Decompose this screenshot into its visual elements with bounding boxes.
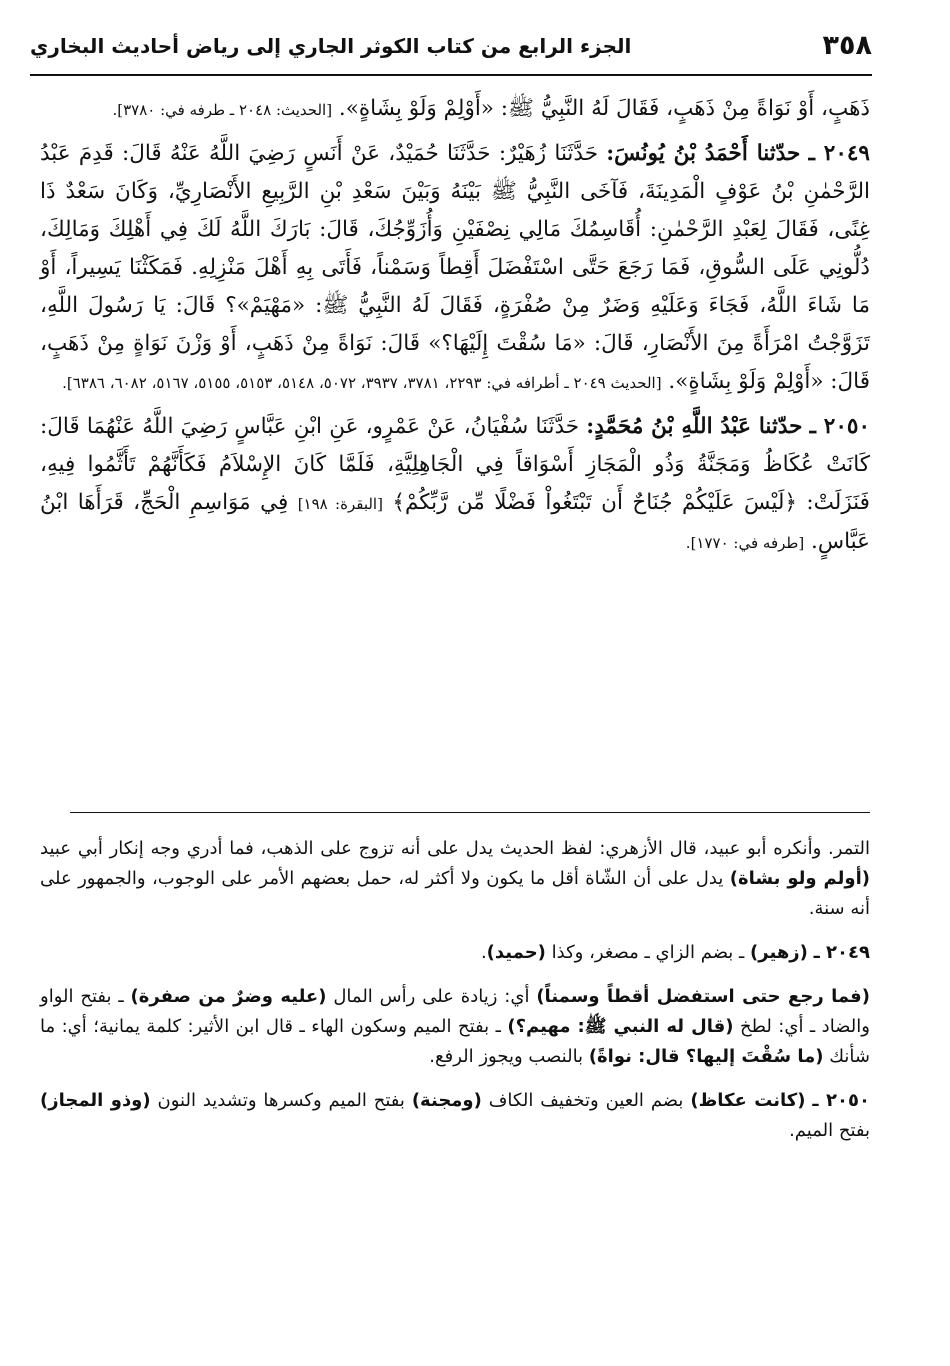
note-text: التمر. وأنكره أبو عبيد، قال الأزهري: لفظ الحديث يدل على أنه تزوج على الذهب، فما أدري وجه إنكار أبي عبيد bbox=[40, 838, 870, 859]
note-quote: (زهير) bbox=[750, 942, 808, 963]
note-quote: (ومجنة) bbox=[411, 1090, 482, 1111]
hadith-2050-text-after: فِي مَوَاسِمِ الْحَجِّ، قَرَأَهَا ابْنُ عَبَّاسٍ. bbox=[40, 490, 870, 554]
verse-reference: [البقرة: ١٩٨] bbox=[297, 495, 383, 513]
note-paragraph bbox=[40, 1086, 870, 1146]
note-text: ـ بفتح الميم وسكون الهاء ـ قال ابن الأثير: كلمة يمانية؛ أي: ما شأنك bbox=[40, 1016, 870, 1067]
note-quote: (قال له النبي ﷺ: مهيم؟) bbox=[507, 1016, 734, 1037]
note-quote: (عليه وضرٌ من صفرة) bbox=[130, 986, 327, 1007]
page-header bbox=[30, 28, 872, 76]
continuation-text: ذَهَبٍ، أَوْ نَوَاةً مِنْ ذَهَبٍ، فَقَالَ لَهُ النَّبِيُّ ﷺ: «أَوْلِمْ وَلَوْ بِشَاةٍ». bbox=[338, 96, 870, 121]
running-title: الجزء الرابع من كتاب الكوثر الجاري إلى رياض أحاديث البخاري bbox=[30, 34, 632, 58]
note-text: يدل على أن الشّاة أقل ما يكون ولا أكثر له، حمل بعضهم الأمر على الوجوب، والجمهور على أنه سنة. bbox=[40, 868, 870, 919]
note-quote: (وذو المجاز) bbox=[40, 1090, 151, 1111]
note-number: ٢٠٤٩ ـ bbox=[813, 942, 870, 963]
continuation-paragraph bbox=[40, 90, 870, 129]
hadith-2049-number: ٢٠٤٩ ـ bbox=[808, 141, 870, 166]
note-text: ـ بضم الزاي ـ مصغر، وكذا bbox=[551, 942, 745, 963]
footnote-divider bbox=[70, 812, 870, 813]
note-paragraph bbox=[40, 982, 870, 1072]
note-quote: (فما رجع حتى استفضل أقطاً وسمناً) bbox=[536, 986, 870, 1007]
note-text: أي: زيادة على رأس المال bbox=[333, 986, 530, 1007]
hadith-2050-chain: حدّثنا عَبْدُ اللَّهِ بْنُ مُحَمَّدٍ: bbox=[586, 414, 803, 439]
note-text: بفتح الميم وكسرها وتشديد النون bbox=[157, 1090, 405, 1111]
note-quote: (أولم ولو بشاة) bbox=[729, 868, 870, 889]
note-quote: (حميد) bbox=[486, 942, 546, 963]
hadith-2049-chain: حدّثنا أَحْمَدُ بْنُ يُونُسَ: bbox=[606, 141, 801, 166]
hadith-2050-reference: [طرفه في: ١٧٧٠]. bbox=[685, 534, 805, 552]
note-paragraph bbox=[40, 938, 870, 968]
note-text: . bbox=[480, 942, 487, 963]
hadith-2050-text: حَدَّثَنَا سُفْيَانُ، عَنْ عَمْرٍو، عَنِ ابْنِ عَبَّاسٍ رَضِيَ اللَّهُ عَنْهُمَا قَالَ: كَانَتْ عُكَاظُ وَمَجَنَّةُ وَذُو الْمَجَازِ أَسْوَاقاً فِي الْجَاهِلِيَّةِ، فَلَمَّا كَانَ الإِسْلاَمُ فَكَأَنَّهُمْ تَأَثَّمُوا فِيهِ، فَنَزَلَتْ: ﴿لَيْسَ عَلَيْكُمْ جُنَاحٌ أَن تَبْتَغُواْ فَضْلًا مِّن رَّبِّكُمْ﴾ bbox=[40, 414, 870, 515]
hadith-2050 bbox=[40, 408, 870, 562]
note-quote: (ما سُقْتَ إليها؟ قال: نواةً) bbox=[588, 1046, 824, 1067]
hadith-2049-reference: [الحديث ٢٠٤٩ ـ أطرافه في: ٢٢٩٣، ٣٧٨١، ٣٩٣٧، ٥٠٧٢، ٥١٤٨، ٥١٥٣، ٥١٥٥، ٥١٦٧، ٦٠٨٢، ٦٣٨٦]. bbox=[62, 374, 662, 392]
hadith-2049 bbox=[40, 135, 870, 402]
note-text: ـ بفتح الواو والضاد ـ أي: لطخ bbox=[40, 986, 870, 1037]
hadith-2049-text: حَدَّثَنَا زُهَيْرٌ: حَدَّثَنَا حُمَيْدٌ، عَنْ أَنَسٍ رَضِيَ اللَّهُ عَنْهُ قَالَ: قَدِمَ عَبْدُ الرَّحْمٰنِ بْنُ عَوْفٍ الْمَدِينَةَ، فَآخَى النَّبِيُّ ﷺ بَيْنَهُ وَبَيْنَ سَعْدِ بْنِ الرَّبِيعِ الأَنْصَارِيِّ، وَكَانَ سَعْدٌ ذَا غِنًى، فَقَالَ لِعَبْدِ الرَّحْمٰنِ: أُقَاسِمُكَ مَالِي نِصْفَيْنِ وَأُزَوِّجُكَ، قَالَ: بَارَكَ اللَّهُ لَكَ فِي أَهْلِكَ وَمَالِكَ، دُلُّونِي عَلَى السُّوقِ، فَمَا رَجَعَ حَتَّى اسْتَفْضَلَ أَقِطاً وَسَمْناً، فَأَتَى بِهِ أَهْلَ مَنْزِلِهِ. فَمَكَثْنَا يَسِيراً، أَوْ مَا شَاءَ اللَّهُ، فَجَاءَ وَعَلَيْهِ وَضَرٌ مِنْ صُفْرَةٍ، فَقَالَ لَهُ النَّبِيُّ ﷺ: «مَهْيَمْ»؟ قَالَ: يَا رَسُولَ اللَّهِ، تَزَوَّجْتُ امْرَأَةً مِنَ الأَنْصَارِ، قَالَ: «مَا سُقْتَ إِلَيْهَا؟» قَالَ: نَوَاةً مِنْ ذَهَبٍ، أَوْ وَزْنَ نَوَاةٍ مِنْ ذَهَبٍ، قَالَ: «أَوْلِمْ وَلَوْ بِشَاةٍ». bbox=[40, 141, 870, 394]
commentary-notes bbox=[40, 834, 870, 1160]
note-text: بفتح الميم. bbox=[789, 1120, 870, 1141]
hadith-2050-number: ٢٠٥٠ ـ bbox=[809, 414, 870, 439]
note-number: ٢٠٥٠ ـ bbox=[812, 1090, 870, 1111]
page-number: ٣٥٨ bbox=[822, 30, 872, 61]
note-paragraph bbox=[40, 834, 870, 924]
note-text: بضم العين وتخفيف الكاف bbox=[488, 1090, 684, 1111]
note-quote: (كانت عكاظ) bbox=[690, 1090, 806, 1111]
main-text bbox=[40, 90, 870, 568]
note-text: بالنصب ويجوز الرفع. bbox=[429, 1046, 584, 1067]
continuation-reference: [الحديث: ٢٠٤٨ ـ طرفه في: ٣٧٨٠]. bbox=[112, 101, 333, 119]
